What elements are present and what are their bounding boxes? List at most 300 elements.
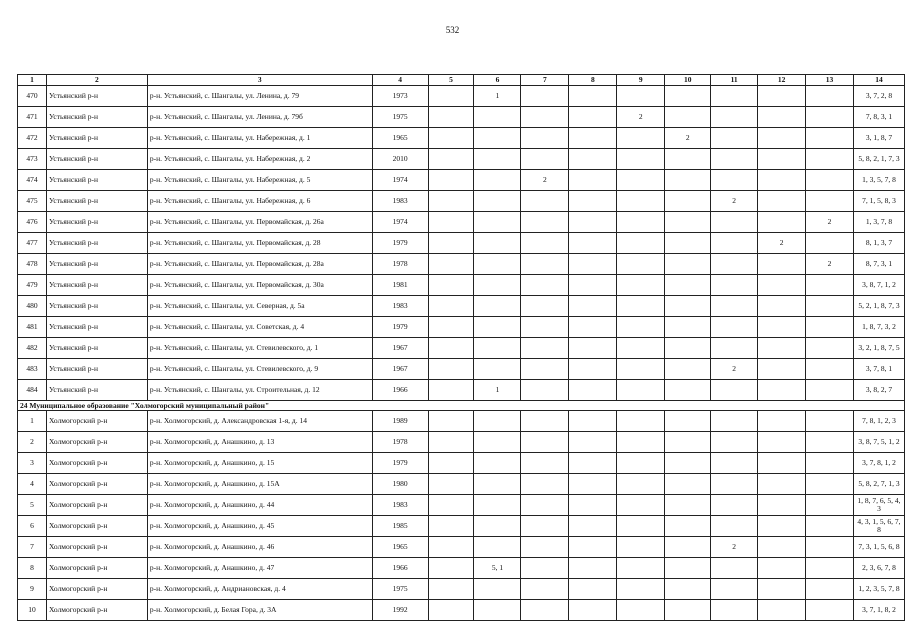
cell-c7 (521, 86, 569, 107)
cell-c9 (617, 495, 665, 516)
cell-c5 (428, 233, 474, 254)
cell-c6: 1 (474, 380, 521, 401)
cell-year: 2010 (372, 149, 428, 170)
cell-c10 (665, 107, 711, 128)
cell-address: р-н. Устьянский, с. Шангалы, ул. Ленина, д. 79 (147, 86, 372, 107)
cell-c14: 7, 1, 5, 8, 3 (853, 191, 904, 212)
column-header: 13 (806, 75, 854, 86)
table-row (18, 453, 905, 474)
cell-c9 (617, 254, 665, 275)
cell-c12 (758, 149, 806, 170)
cell-district: Холмогорский р-н (46, 516, 147, 537)
cell-c10 (665, 212, 711, 233)
cell-c8 (569, 453, 617, 474)
cell-c8 (569, 296, 617, 317)
cell-n: 1 (18, 411, 47, 432)
cell-c5 (428, 275, 474, 296)
cell-c5 (428, 474, 474, 495)
cell-c12 (758, 380, 806, 401)
cell-address: р-н. Холмогорский, д. Анашкино, д. 45 (147, 516, 372, 537)
cell-c5 (428, 579, 474, 600)
cell-c13: 2 (806, 254, 854, 275)
cell-c11 (711, 317, 758, 338)
cell-district: Устьянский р-н (46, 212, 147, 233)
cell-c5 (428, 516, 474, 537)
cell-c5 (428, 411, 474, 432)
cell-address: р-н. Устьянский, с. Шангалы, ул. Набережная, д. 5 (147, 170, 372, 191)
cell-c13 (806, 191, 854, 212)
cell-year: 1979 (372, 233, 428, 254)
cell-c9 (617, 411, 665, 432)
cell-c10 (665, 170, 711, 191)
cell-c5 (428, 380, 474, 401)
cell-c11 (711, 86, 758, 107)
cell-c7 (521, 128, 569, 149)
cell-c9 (617, 128, 665, 149)
cell-address: р-н. Устьянский, с. Шангалы, ул. Первомайская, д. 28 (147, 233, 372, 254)
cell-year: 1965 (372, 128, 428, 149)
cell-n: 471 (18, 107, 47, 128)
cell-c7 (521, 149, 569, 170)
table-row (18, 128, 905, 149)
cell-c13 (806, 600, 854, 621)
cell-c10 (665, 275, 711, 296)
cell-c11 (711, 558, 758, 579)
cell-c10 (665, 191, 711, 212)
cell-c14: 1, 2, 3, 5, 7, 8 (853, 579, 904, 600)
cell-year: 1979 (372, 453, 428, 474)
cell-district: Холмогорский р-н (46, 579, 147, 600)
cell-n: 479 (18, 275, 47, 296)
cell-c9 (617, 191, 665, 212)
cell-c8 (569, 86, 617, 107)
cell-district: Устьянский р-н (46, 380, 147, 401)
cell-year: 1989 (372, 411, 428, 432)
cell-c10 (665, 149, 711, 170)
cell-c10 (665, 317, 711, 338)
cell-address: р-н. Устьянский, с. Шангалы, ул. Стевилевского, д. 9 (147, 359, 372, 380)
cell-district: Устьянский р-н (46, 86, 147, 107)
cell-c11 (711, 474, 758, 495)
cell-c11 (711, 254, 758, 275)
cell-n: 480 (18, 296, 47, 317)
cell-c8 (569, 432, 617, 453)
cell-c6 (474, 170, 521, 191)
cell-c11 (711, 380, 758, 401)
cell-c7 (521, 254, 569, 275)
cell-year: 1983 (372, 495, 428, 516)
column-header: 8 (569, 75, 617, 86)
cell-district: Устьянский р-н (46, 317, 147, 338)
cell-c11 (711, 338, 758, 359)
cell-c7 (521, 453, 569, 474)
cell-c6 (474, 275, 521, 296)
cell-year: 1974 (372, 170, 428, 191)
cell-year: 1975 (372, 107, 428, 128)
cell-c7 (521, 317, 569, 338)
cell-c8 (569, 579, 617, 600)
cell-address: р-н. Устьянский, с. Шангалы, ул. Первомайская, д. 30а (147, 275, 372, 296)
cell-c13 (806, 233, 854, 254)
cell-c6: 5, 1 (474, 558, 521, 579)
column-header: 6 (474, 75, 521, 86)
data-table (17, 74, 905, 621)
cell-c5 (428, 254, 474, 275)
cell-c13 (806, 275, 854, 296)
table-row (18, 359, 905, 380)
cell-c12 (758, 275, 806, 296)
cell-c5 (428, 149, 474, 170)
cell-c9: 2 (617, 107, 665, 128)
column-header: 2 (46, 75, 147, 86)
cell-year: 1978 (372, 432, 428, 453)
cell-c6 (474, 474, 521, 495)
cell-c11 (711, 128, 758, 149)
cell-c12 (758, 128, 806, 149)
table-row (18, 233, 905, 254)
cell-district: Холмогорский р-н (46, 432, 147, 453)
section-title: 24 Муниципальное образование "Холмогорский муниципальный район" (18, 401, 905, 411)
table-row (18, 212, 905, 233)
cell-year: 1965 (372, 537, 428, 558)
cell-c7 (521, 233, 569, 254)
cell-c9 (617, 600, 665, 621)
cell-c13 (806, 432, 854, 453)
cell-c7 (521, 191, 569, 212)
cell-address: р-н. Холмогорский, д. Анашкино, д. 47 (147, 558, 372, 579)
cell-n: 10 (18, 600, 47, 621)
cell-c14: 1, 3, 5, 7, 8 (853, 170, 904, 191)
cell-c10 (665, 558, 711, 579)
cell-c12 (758, 495, 806, 516)
cell-year: 1985 (372, 516, 428, 537)
cell-year: 1967 (372, 359, 428, 380)
cell-year: 1992 (372, 600, 428, 621)
cell-c6 (474, 453, 521, 474)
cell-address: р-н. Холмогорский, д. Анашкино, д. 15А (147, 474, 372, 495)
cell-c9 (617, 558, 665, 579)
cell-c6 (474, 359, 521, 380)
cell-c13 (806, 86, 854, 107)
cell-c14: 5, 8, 2, 1, 7, 3 (853, 149, 904, 170)
cell-c11: 2 (711, 359, 758, 380)
cell-address: р-н. Устьянский, с. Шангалы, ул. Первомайская, д. 28а (147, 254, 372, 275)
cell-district: Холмогорский р-н (46, 453, 147, 474)
cell-c9 (617, 317, 665, 338)
cell-c14: 1, 8, 7, 3, 2 (853, 317, 904, 338)
cell-c6 (474, 338, 521, 359)
table-row (18, 380, 905, 401)
cell-c14: 5, 8, 2, 7, 1, 3 (853, 474, 904, 495)
cell-district: Устьянский р-н (46, 170, 147, 191)
cell-c14: 2, 3, 6, 7, 8 (853, 558, 904, 579)
cell-c14: 3, 7, 8, 1 (853, 359, 904, 380)
cell-address: р-н. Холмогорский, д. Анашкино, д. 15 (147, 453, 372, 474)
cell-c14: 5, 2, 1, 8, 7, 3 (853, 296, 904, 317)
cell-c11 (711, 495, 758, 516)
cell-c9 (617, 296, 665, 317)
table-row (18, 296, 905, 317)
cell-c14: 3, 8, 2, 7 (853, 380, 904, 401)
cell-c5 (428, 537, 474, 558)
table-row (18, 432, 905, 453)
cell-c5 (428, 128, 474, 149)
section-row (18, 401, 905, 411)
cell-address: р-н. Устьянский, с. Шангалы, ул. Строительная, д. 12 (147, 380, 372, 401)
cell-year: 1966 (372, 380, 428, 401)
cell-c12 (758, 411, 806, 432)
cell-c6 (474, 579, 521, 600)
cell-c5 (428, 317, 474, 338)
cell-c13 (806, 149, 854, 170)
cell-c10 (665, 411, 711, 432)
cell-c13 (806, 170, 854, 191)
cell-c10 (665, 600, 711, 621)
cell-c14: 3, 7, 2, 8 (853, 86, 904, 107)
cell-address: р-н. Холмогорский, д. Анашкино, д. 44 (147, 495, 372, 516)
table-row (18, 558, 905, 579)
cell-c6 (474, 296, 521, 317)
cell-c6 (474, 317, 521, 338)
cell-c5 (428, 86, 474, 107)
cell-c9 (617, 516, 665, 537)
table-row (18, 411, 905, 432)
cell-c6 (474, 495, 521, 516)
cell-address: р-н. Устьянский, с. Шангалы, ул. Ленина, д. 79б (147, 107, 372, 128)
cell-c7 (521, 107, 569, 128)
cell-c10 (665, 579, 711, 600)
cell-n: 470 (18, 86, 47, 107)
cell-c13 (806, 579, 854, 600)
cell-address: р-н. Устьянский, с. Шангалы, ул. Набережная, д. 2 (147, 149, 372, 170)
cell-c5 (428, 296, 474, 317)
cell-c7 (521, 432, 569, 453)
cell-c8 (569, 254, 617, 275)
cell-c13 (806, 495, 854, 516)
table-row (18, 537, 905, 558)
cell-c13: 2 (806, 212, 854, 233)
cell-c9 (617, 212, 665, 233)
cell-c8 (569, 474, 617, 495)
cell-c11 (711, 170, 758, 191)
cell-c9 (617, 275, 665, 296)
cell-c12 (758, 170, 806, 191)
table-row (18, 107, 905, 128)
cell-c7 (521, 296, 569, 317)
cell-year: 1979 (372, 317, 428, 338)
cell-address: р-н. Холмогорский, д. Анашкино, д. 46 (147, 537, 372, 558)
cell-district: Холмогорский р-н (46, 474, 147, 495)
cell-c7 (521, 212, 569, 233)
cell-n: 5 (18, 495, 47, 516)
cell-c12 (758, 296, 806, 317)
cell-c7 (521, 537, 569, 558)
cell-c10 (665, 432, 711, 453)
cell-c12 (758, 338, 806, 359)
cell-c11 (711, 432, 758, 453)
cell-c14: 7, 8, 3, 1 (853, 107, 904, 128)
cell-district: Устьянский р-н (46, 359, 147, 380)
cell-c8 (569, 537, 617, 558)
cell-c9 (617, 579, 665, 600)
cell-c12 (758, 212, 806, 233)
column-header: 7 (521, 75, 569, 86)
cell-c7 (521, 359, 569, 380)
cell-n: 476 (18, 212, 47, 233)
column-header: 1 (18, 75, 47, 86)
cell-c7 (521, 380, 569, 401)
cell-c11 (711, 149, 758, 170)
cell-c5 (428, 495, 474, 516)
cell-c14: 8, 1, 3, 7 (853, 233, 904, 254)
cell-district: Холмогорский р-н (46, 600, 147, 621)
cell-c5 (428, 107, 474, 128)
cell-address: р-н. Холмогорский, д. Белая Гора, д. 3А (147, 600, 372, 621)
cell-c5 (428, 191, 474, 212)
column-header: 5 (428, 75, 474, 86)
cell-c14: 8, 7, 3, 1 (853, 254, 904, 275)
cell-c14: 3, 8, 7, 1, 2 (853, 275, 904, 296)
cell-n: 484 (18, 380, 47, 401)
cell-c8 (569, 495, 617, 516)
cell-c14: 3, 1, 8, 7 (853, 128, 904, 149)
column-header: 14 (853, 75, 904, 86)
cell-c10 (665, 495, 711, 516)
cell-c5 (428, 600, 474, 621)
cell-c14: 3, 7, 8, 1, 2 (853, 453, 904, 474)
cell-c5 (428, 558, 474, 579)
cell-c5 (428, 212, 474, 233)
cell-c5 (428, 170, 474, 191)
cell-c9 (617, 432, 665, 453)
cell-c14: 3, 7, 1, 8, 2 (853, 600, 904, 621)
cell-c8 (569, 380, 617, 401)
cell-c11: 2 (711, 191, 758, 212)
cell-c12 (758, 317, 806, 338)
cell-c10 (665, 296, 711, 317)
cell-c9 (617, 537, 665, 558)
cell-c6 (474, 128, 521, 149)
cell-c8 (569, 170, 617, 191)
cell-c13 (806, 296, 854, 317)
cell-c8 (569, 516, 617, 537)
cell-district: Холмогорский р-н (46, 495, 147, 516)
cell-c14: 3, 8, 7, 5, 1, 2 (853, 432, 904, 453)
cell-c8 (569, 275, 617, 296)
cell-c10 (665, 380, 711, 401)
cell-c12: 2 (758, 233, 806, 254)
cell-district: Устьянский р-н (46, 128, 147, 149)
cell-address: р-н. Устьянский, с. Шангалы, ул. Северная, д. 5а (147, 296, 372, 317)
cell-c6 (474, 149, 521, 170)
cell-c8 (569, 338, 617, 359)
cell-c7 (521, 275, 569, 296)
cell-c5 (428, 359, 474, 380)
cell-c7 (521, 411, 569, 432)
cell-c13 (806, 128, 854, 149)
cell-address: р-н. Устьянский, с. Шангалы, ул. Советская, д. 4 (147, 317, 372, 338)
header-row (18, 75, 905, 86)
column-header: 11 (711, 75, 758, 86)
cell-year: 1974 (372, 212, 428, 233)
cell-c14: 7, 8, 1, 2, 3 (853, 411, 904, 432)
cell-c11 (711, 579, 758, 600)
cell-c6 (474, 600, 521, 621)
cell-n: 482 (18, 338, 47, 359)
cell-n: 3 (18, 453, 47, 474)
cell-c7 (521, 338, 569, 359)
cell-c9 (617, 453, 665, 474)
cell-c10: 2 (665, 128, 711, 149)
cell-c11 (711, 411, 758, 432)
cell-c13 (806, 558, 854, 579)
cell-c6 (474, 233, 521, 254)
cell-c9 (617, 338, 665, 359)
cell-c6 (474, 107, 521, 128)
column-header: 12 (758, 75, 806, 86)
cell-year: 1981 (372, 275, 428, 296)
cell-c7 (521, 558, 569, 579)
cell-c6 (474, 432, 521, 453)
cell-c11: 2 (711, 537, 758, 558)
cell-district: Холмогорский р-н (46, 537, 147, 558)
cell-year: 1975 (372, 579, 428, 600)
cell-c6 (474, 254, 521, 275)
cell-c6 (474, 411, 521, 432)
cell-c10 (665, 359, 711, 380)
table-row (18, 254, 905, 275)
cell-n: 2 (18, 432, 47, 453)
column-header: 3 (147, 75, 372, 86)
table-row (18, 338, 905, 359)
table-row (18, 474, 905, 495)
cell-c13 (806, 317, 854, 338)
cell-c10 (665, 474, 711, 495)
cell-c13 (806, 411, 854, 432)
cell-year: 1978 (372, 254, 428, 275)
table-row (18, 579, 905, 600)
cell-year: 1983 (372, 296, 428, 317)
cell-n: 477 (18, 233, 47, 254)
table-row (18, 191, 905, 212)
cell-c6 (474, 537, 521, 558)
cell-c5 (428, 453, 474, 474)
cell-c11 (711, 275, 758, 296)
cell-c13 (806, 516, 854, 537)
cell-c10 (665, 254, 711, 275)
cell-c9 (617, 170, 665, 191)
cell-c8 (569, 107, 617, 128)
cell-n: 475 (18, 191, 47, 212)
cell-address: р-н. Холмогорский, д. Александровская 1-я, д. 14 (147, 411, 372, 432)
table-row (18, 170, 905, 191)
cell-n: 8 (18, 558, 47, 579)
cell-c12 (758, 579, 806, 600)
cell-c8 (569, 317, 617, 338)
cell-c7 (521, 495, 569, 516)
cell-c11 (711, 233, 758, 254)
cell-c7 (521, 516, 569, 537)
cell-district: Устьянский р-н (46, 107, 147, 128)
cell-c12 (758, 86, 806, 107)
cell-c8 (569, 212, 617, 233)
cell-c8 (569, 149, 617, 170)
cell-address: р-н. Холмогорский, д. Андриановская, д. 4 (147, 579, 372, 600)
page-number: 532 (445, 25, 460, 35)
cell-c9 (617, 86, 665, 107)
cell-c14: 7, 3, 1, 5, 6, 8 (853, 537, 904, 558)
cell-c9 (617, 233, 665, 254)
